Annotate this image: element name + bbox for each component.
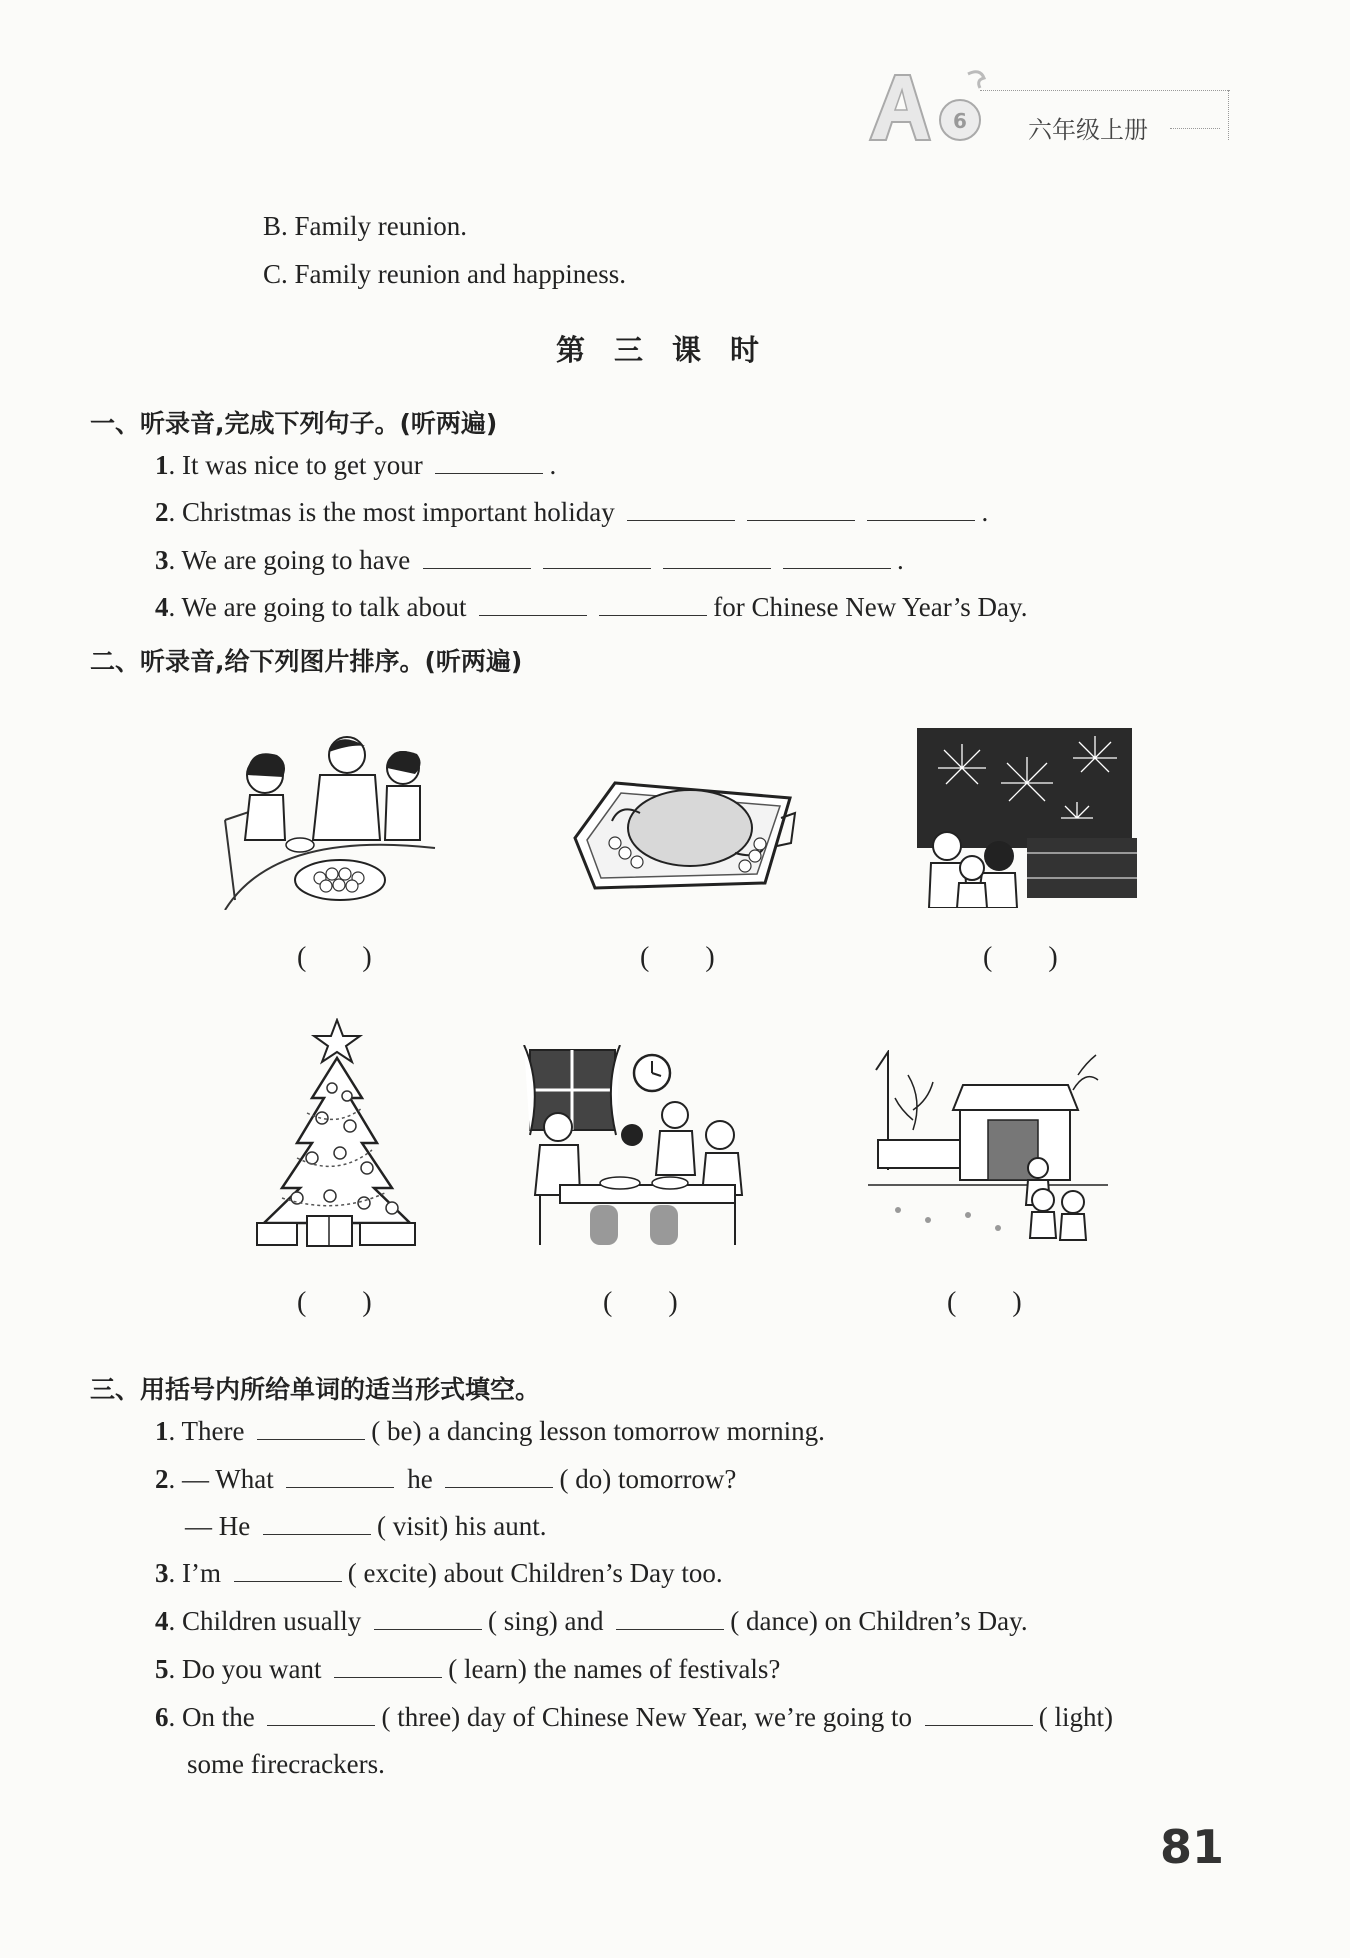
item-text: ( sing) and — [487, 1606, 604, 1636]
item-number: 2 — [155, 1464, 169, 1494]
answer-blank[interactable] — [543, 546, 651, 569]
answer-blank[interactable] — [435, 451, 543, 474]
s1-item-3 — [155, 545, 904, 576]
item-text: . We are going to talk about — [168, 592, 467, 622]
picture-answer-box-4[interactable]: ( ) — [297, 1287, 372, 1318]
item-text: ( visit) his aunt. — [376, 1511, 547, 1541]
section1-title: 一、听录音,完成下列句子。(听两遍) — [90, 409, 498, 438]
picture-answer-box-1[interactable]: ( ) — [297, 942, 372, 973]
page-number: 81 — [1160, 1820, 1225, 1874]
answer-blank[interactable] — [627, 498, 735, 521]
grade-label: 六年级上册 — [1028, 116, 1148, 144]
section3-title: 三、用括号内所给单词的适当形式填空。 — [90, 1375, 541, 1404]
answer-blank[interactable] — [747, 498, 855, 521]
family-eating-tangyuan-icon — [215, 730, 455, 910]
s1-item-1 — [155, 450, 556, 481]
svg-text:6: 6 — [953, 109, 967, 133]
s1-item-4 — [155, 592, 1027, 623]
item-number: 3 — [155, 1558, 169, 1588]
item-text: ( be) a dancing lesson tomorrow morning. — [371, 1416, 825, 1446]
option-c: C. Family reunion and happiness. — [263, 259, 626, 289]
roast-turkey-icon — [555, 758, 805, 908]
answer-blank[interactable] — [925, 1703, 1033, 1726]
item-text: he — [407, 1464, 433, 1494]
item-text: . It was nice to get your — [168, 450, 423, 480]
family-dinner-icon — [520, 1045, 760, 1250]
answer-blank[interactable] — [374, 1607, 482, 1630]
s3-item-4 — [155, 1606, 1028, 1637]
answer-blank[interactable] — [257, 1417, 365, 1440]
answer-blank[interactable] — [445, 1465, 553, 1488]
answer-blank[interactable] — [286, 1465, 394, 1488]
item-number: 4 — [155, 592, 169, 622]
answer-blank[interactable] — [616, 1607, 724, 1630]
item-text: . — What — [168, 1464, 274, 1494]
picture-answer-box-6[interactable]: ( ) — [947, 1287, 1022, 1318]
answer-blank[interactable] — [479, 593, 587, 616]
s3-item-2b — [185, 1511, 546, 1542]
item-end: for Chinese New Year’s Day. — [713, 592, 1028, 622]
fireworks-crowd-icon — [917, 728, 1137, 908]
item-text: . On the — [168, 1702, 255, 1732]
s3-item-6b — [187, 1749, 385, 1780]
item-number: 1 — [155, 1416, 169, 1446]
series-logo-icon — [860, 60, 1000, 150]
header-rule — [980, 90, 1230, 91]
header-dots — [1170, 128, 1220, 129]
picture-answer-box-5[interactable]: ( ) — [603, 1287, 678, 1318]
children-firecrackers-icon — [868, 1050, 1108, 1250]
item-number: 1 — [155, 450, 169, 480]
item-text: ( dance) on Children’s Day. — [730, 1606, 1028, 1636]
item-number: 2 — [155, 497, 169, 527]
picture-answer-box-3[interactable]: ( ) — [983, 942, 1058, 973]
header-rule-right — [1228, 90, 1229, 140]
item-text: . Do you want — [168, 1654, 322, 1684]
answer-blank[interactable] — [267, 1703, 375, 1726]
s3-item-6 — [155, 1702, 1113, 1733]
item-text: . I’m — [168, 1558, 221, 1588]
answer-blank[interactable] — [867, 498, 975, 521]
s3-item-2 — [155, 1464, 736, 1495]
answer-blank[interactable] — [663, 546, 771, 569]
item-number: 4 — [155, 1606, 169, 1636]
item-number: 6 — [155, 1702, 169, 1732]
item-number: 3 — [155, 545, 169, 575]
item-end: . — [897, 545, 904, 575]
item-number: 5 — [155, 1654, 169, 1684]
answer-blank[interactable] — [423, 546, 531, 569]
item-text: ( excite) about Children’s Day too. — [347, 1558, 723, 1588]
answer-blank[interactable] — [599, 593, 707, 616]
s3-item-5 — [155, 1654, 780, 1685]
answer-blank[interactable] — [234, 1559, 342, 1582]
item-text: ( three) day of Chinese New Year, we’re going to — [381, 1702, 912, 1732]
answer-blank[interactable] — [783, 546, 891, 569]
picture-answer-box-2[interactable]: ( ) — [640, 942, 715, 973]
item-text: — He — [185, 1511, 251, 1541]
item-text: ( learn) the names of festivals? — [448, 1654, 781, 1684]
item-text: . Children usually — [168, 1606, 362, 1636]
item-text: . Christmas is the most important holiday — [168, 497, 615, 527]
item-text: . We are going to have — [168, 545, 411, 575]
item-text: . There — [168, 1416, 245, 1446]
item-text: ( do) tomorrow? — [559, 1464, 737, 1494]
s3-item-1 — [155, 1416, 825, 1447]
answer-blank[interactable] — [334, 1655, 442, 1678]
item-end: . — [981, 497, 989, 527]
item-text: some firecrackers. — [187, 1749, 385, 1779]
christmas-tree-icon — [252, 1018, 422, 1248]
option-b: B. Family reunion. — [263, 211, 467, 241]
s1-item-2 — [155, 497, 988, 528]
s3-item-3 — [155, 1558, 723, 1589]
header — [860, 60, 1240, 150]
section2-title: 二、听录音,给下列图片排序。(听两遍) — [90, 647, 523, 676]
lesson-title: 第 三 课 时 — [556, 333, 760, 367]
item-text: ( light) — [1038, 1702, 1113, 1732]
answer-blank[interactable] — [263, 1512, 371, 1535]
item-end: . — [549, 450, 557, 480]
